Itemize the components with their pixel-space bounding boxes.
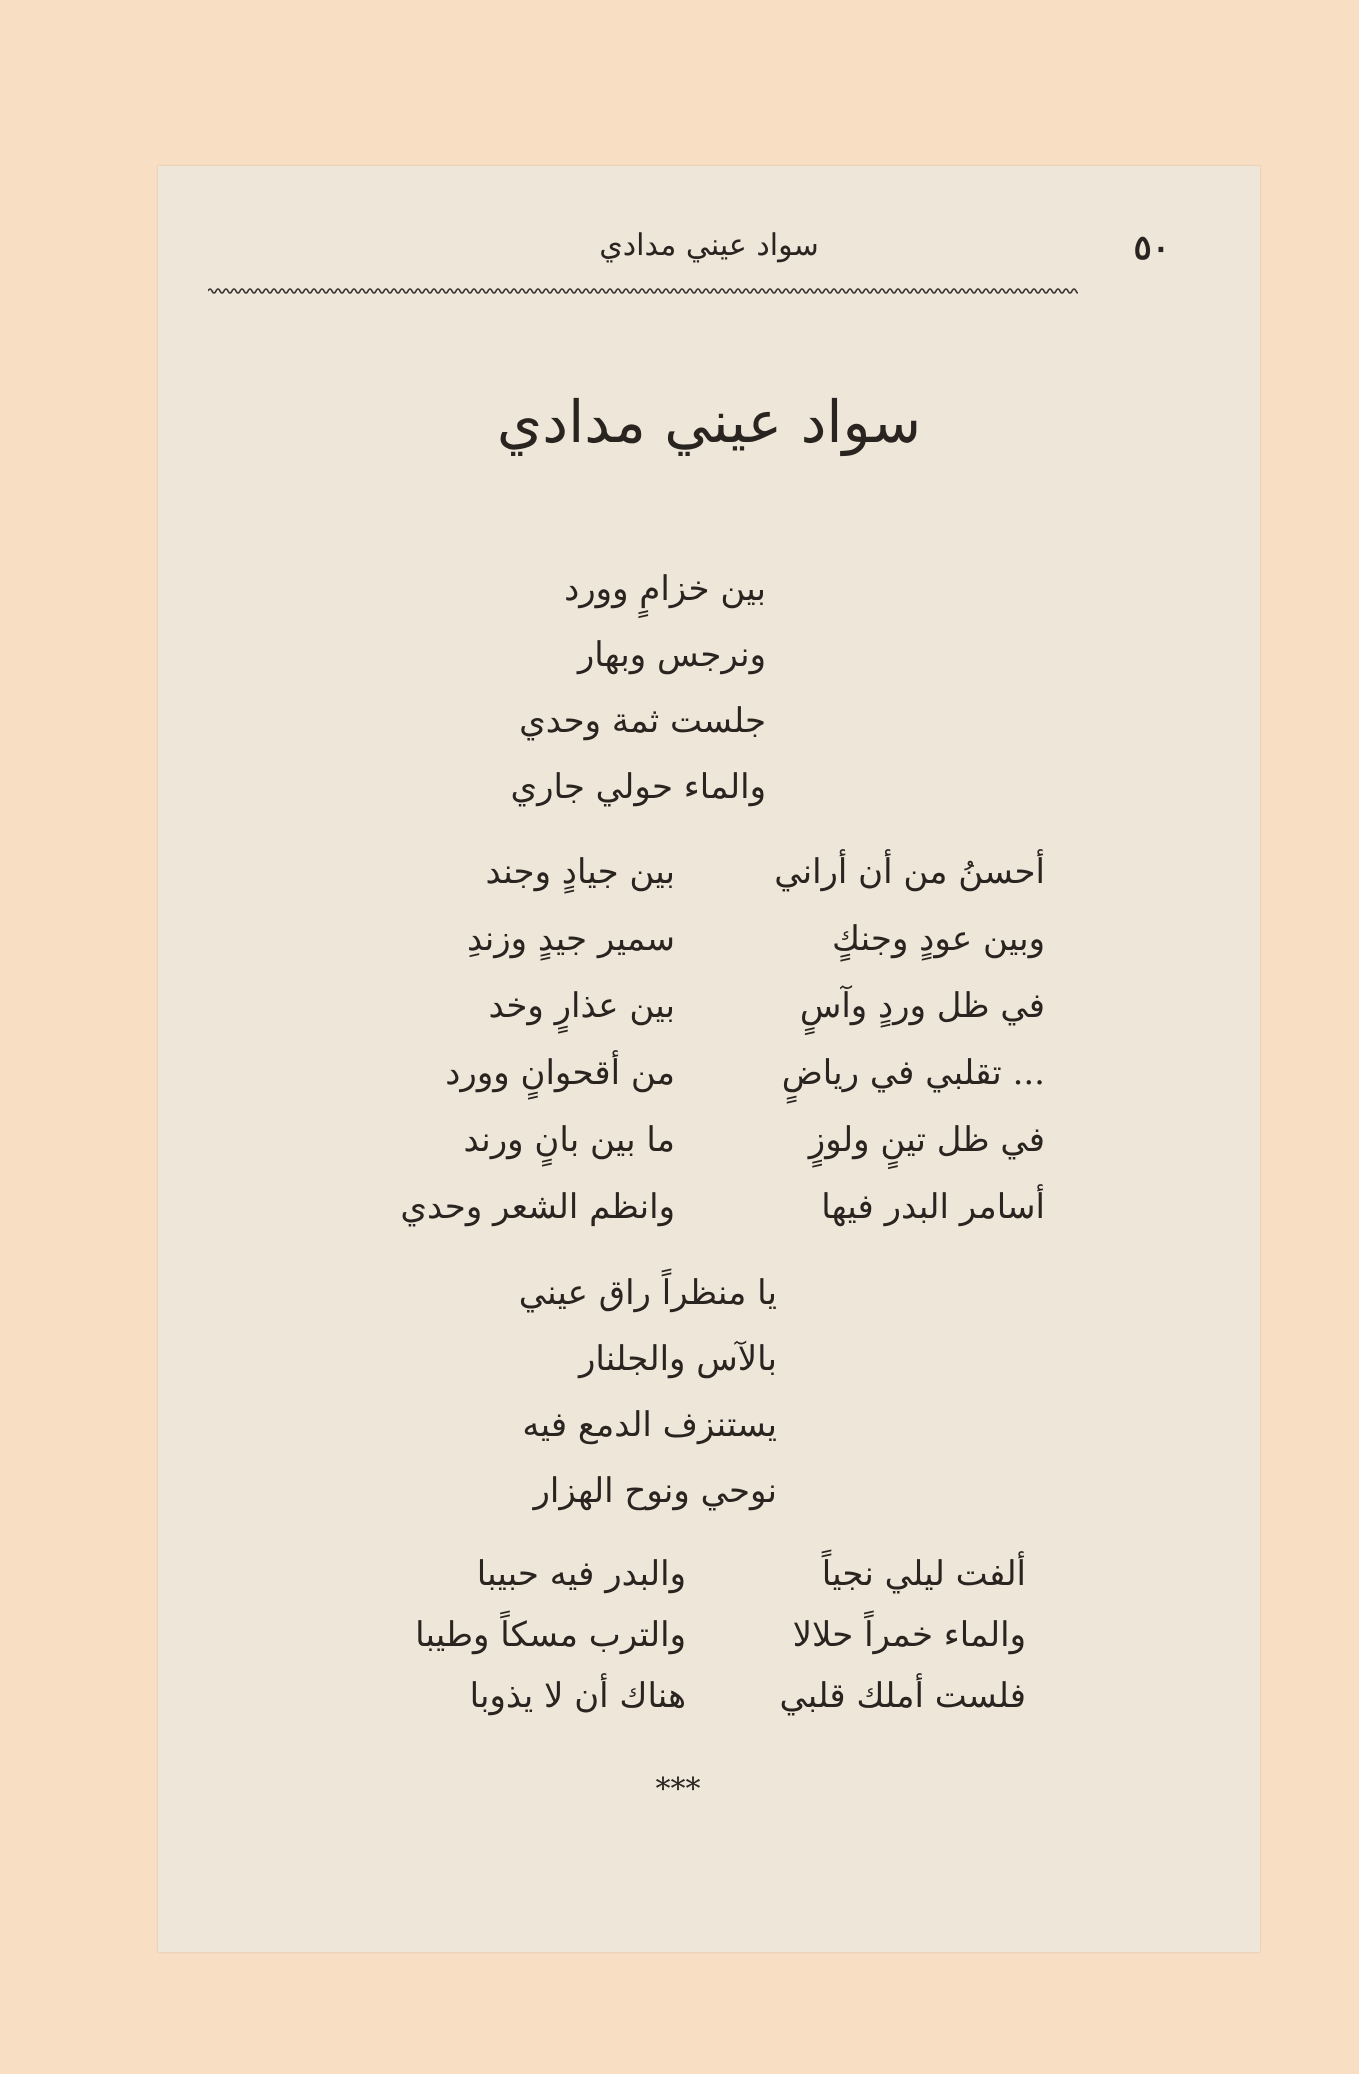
stanza-2 xyxy=(437,1260,777,1524)
couplet-line xyxy=(345,839,1045,906)
verse-line: والماء حولي جاري xyxy=(510,767,766,807)
second-hemistich: بين عذارٍ وخد xyxy=(488,986,675,1026)
first-hemistich: في ظل وردٍ وآسٍ xyxy=(799,986,1045,1026)
second-hemistich: سمير جيدٍ وزندِ xyxy=(466,919,675,959)
second-hemistich: بين جيادٍ وجند xyxy=(485,852,675,892)
second-hemistich: وانظم الشعر وحدي xyxy=(400,1187,675,1227)
first-hemistich: أحسنُ من أن أراني xyxy=(774,852,1045,892)
second-hemistich: ما بين بانٍ ورند xyxy=(463,1120,675,1160)
book-page xyxy=(158,166,1260,1952)
first-hemistich: في ظل تينٍ ولوزٍ xyxy=(808,1120,1045,1160)
couplet-line xyxy=(345,1040,1045,1107)
couplet-line xyxy=(386,1605,1026,1666)
second-hemistich: هناك أن لا يذوبا xyxy=(469,1676,686,1716)
verse-line: يا منظراً راق عيني xyxy=(518,1273,777,1313)
second-hemistich: من أقحوانٍ وورد xyxy=(445,1053,675,1093)
first-hemistich: فلست أملك قلبي xyxy=(779,1676,1026,1716)
running-title: سواد عيني مدادي xyxy=(599,228,819,263)
first-hemistich: ... تقلبي في رياضٍ xyxy=(781,1053,1045,1093)
couplets-2 xyxy=(386,1544,1026,1727)
second-hemistich: والترب مسكاً وطيبا xyxy=(415,1615,686,1655)
first-hemistich: أسامر البدر فيها xyxy=(821,1187,1045,1227)
couplet-line xyxy=(386,1544,1026,1605)
running-head xyxy=(158,228,1260,268)
wavy-rule xyxy=(208,286,1078,296)
stanza-1 xyxy=(426,556,766,820)
couplet-line xyxy=(386,1666,1026,1727)
verse-line: يستنزف الدمع فيه xyxy=(522,1405,777,1445)
page-number: ٥٠ xyxy=(1133,228,1170,268)
verse-line: نوحي ونوح الهزار xyxy=(533,1471,777,1511)
verse-line: ونرجس وبهار xyxy=(577,635,766,675)
couplet-line xyxy=(345,906,1045,973)
first-hemistich: وبين عودٍ وجنكٍ xyxy=(832,919,1045,959)
second-hemistich: والبدر فيه حبيبا xyxy=(476,1554,686,1594)
verse-line: جلست ثمة وحدي xyxy=(519,701,766,741)
couplet-line xyxy=(345,1174,1045,1241)
couplet-line xyxy=(345,973,1045,1040)
first-hemistich: ألفت ليلي نجياً xyxy=(821,1554,1026,1594)
asterism-ornament: *** xyxy=(655,1772,701,1807)
poem-title: سواد عيني مدادي xyxy=(496,388,922,456)
verse-line: بين خزامٍ وورد xyxy=(564,569,766,609)
couplets-1 xyxy=(345,839,1045,1241)
couplet-line xyxy=(345,1107,1045,1174)
verse-line: بالآس والجلنار xyxy=(579,1339,777,1379)
first-hemistich: والماء خمراً حلالا xyxy=(792,1615,1026,1655)
